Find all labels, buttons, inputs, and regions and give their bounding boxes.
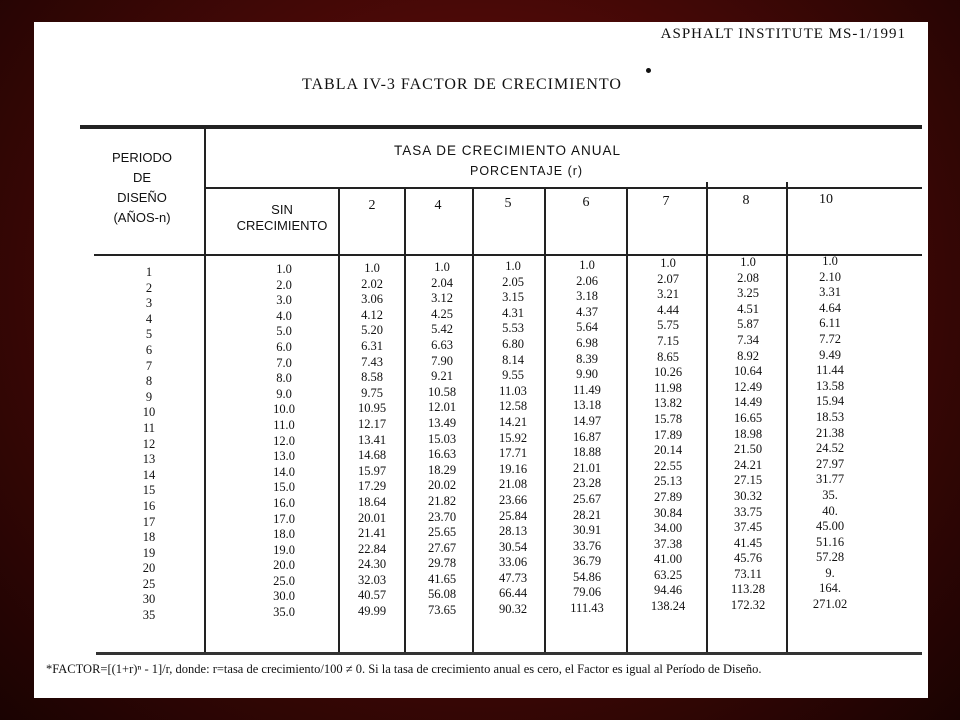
table-cell: 5.75 — [657, 318, 679, 333]
table-cell: 37.45 — [733, 520, 763, 535]
table-cell: 23.28 — [572, 476, 602, 491]
no-growth-header: SIN CRECIMIENTO — [236, 202, 328, 233]
table-cell: 18 — [142, 530, 156, 545]
table-cell: 4.0 — [276, 308, 292, 323]
source-header: ASPHALT INSTITUTE MS-1/1991 — [660, 26, 906, 42]
table-cell: 16.65 — [733, 410, 763, 425]
table-cell: 14.68 — [357, 448, 387, 463]
top-rule — [80, 125, 922, 129]
table-cell: 35. — [822, 487, 838, 502]
table-cell: 90.32 — [498, 602, 528, 617]
table-cell: 10.58 — [427, 384, 457, 399]
table-cell: 22.84 — [357, 541, 387, 556]
table-cell: 19.16 — [498, 461, 528, 476]
table-cell: 5.0 — [276, 324, 292, 339]
table-cell: 1.0 — [434, 260, 450, 274]
table-cell: 9.75 — [361, 385, 383, 400]
table-cell: 6.11 — [819, 316, 841, 331]
table-title: TABLA IV-3 FACTOR DE CRECIMIENTO — [302, 76, 622, 93]
table-cell: 2.08 — [737, 270, 759, 285]
table-cell: 10 — [142, 405, 156, 420]
table-cell: 9.0 — [276, 386, 292, 401]
table-cell: 7.43 — [361, 354, 383, 369]
table-cell: 79.06 — [572, 585, 602, 600]
table-cell: 17.71 — [498, 446, 528, 461]
table-cell: 18.98 — [733, 426, 763, 441]
rate-column-header: 7 — [662, 194, 670, 209]
table-cell: 41.00 — [653, 552, 683, 567]
table-cell: 2.04 — [431, 275, 453, 290]
rate-column-header: 5 — [504, 196, 512, 211]
table-cell: 30 — [142, 592, 156, 607]
table-cell: 3.12 — [431, 291, 453, 306]
table-cell: 18.64 — [357, 494, 387, 509]
table-cell: 49.99 — [357, 604, 387, 619]
table-cell: 3.0 — [276, 293, 292, 308]
table-cell: 8.39 — [576, 351, 598, 366]
table-cell: 13.49 — [427, 415, 457, 430]
table-cell: 13.18 — [572, 398, 602, 413]
table-cell: 1.0 — [505, 259, 521, 273]
table-cell: 12.01 — [427, 400, 457, 415]
table-cell: 9. — [825, 565, 835, 580]
table-cell: 5 — [145, 327, 153, 342]
table-cell: 6.98 — [576, 335, 598, 350]
table-cell: 33.75 — [733, 504, 763, 519]
table-cell: 14.21 — [498, 414, 528, 429]
table-cell: 164. — [819, 581, 841, 596]
table-cell: 271.02 — [812, 597, 848, 612]
table-cell: 3.15 — [502, 290, 524, 305]
table-cell: 25.0 — [273, 573, 295, 588]
table-cell: 8.65 — [657, 349, 679, 364]
table-cell: 10.0 — [273, 402, 295, 417]
table-cell: 18.0 — [273, 527, 295, 542]
grid-line — [706, 182, 708, 652]
table-cell: 9.55 — [502, 368, 524, 383]
table-cell: 14.49 — [733, 395, 763, 410]
table-cell: 45.76 — [733, 551, 763, 566]
rate-column-header: 4 — [434, 198, 442, 213]
table-cell: 25.67 — [572, 491, 602, 506]
table-cell: 11.49 — [573, 382, 601, 397]
table-cell: 9.90 — [576, 367, 598, 382]
table-cell: 21.82 — [427, 493, 457, 508]
table-cell: 34.00 — [653, 521, 683, 536]
table-cell: 25.84 — [498, 508, 528, 523]
table-cell: 172.32 — [730, 598, 766, 613]
table-cell: 4 — [145, 311, 153, 326]
table-cell: 24.30 — [357, 557, 387, 572]
table-cell: 51.16 — [815, 534, 845, 549]
table-cell: 20.02 — [427, 478, 457, 493]
table-cell: 3 — [145, 296, 153, 311]
table-cell: 18.88 — [572, 445, 602, 460]
table-cell: 14.97 — [572, 413, 602, 428]
table-cell: 9 — [145, 389, 153, 404]
table-cell: 54.86 — [572, 569, 602, 584]
table-cell: 6.80 — [502, 336, 524, 351]
table-cell: 20.0 — [273, 558, 295, 573]
table-cell: 14.0 — [273, 464, 295, 479]
table-cell: 40. — [822, 503, 838, 518]
rate-header: TASA DE CRECIMIENTO ANUAL — [394, 143, 622, 158]
table-cell: 30.91 — [572, 523, 602, 538]
table-cell: 7.34 — [737, 332, 759, 347]
table-cell: 3.31 — [819, 285, 841, 300]
table-cell: 2.02 — [361, 276, 383, 291]
table-cell: 2.06 — [576, 273, 598, 288]
rate-5-column — [482, 259, 544, 618]
rate-7-column — [634, 256, 702, 615]
table-cell: 4.12 — [361, 307, 383, 322]
rate-2-column — [344, 261, 400, 620]
table-cell: 8.58 — [361, 370, 383, 385]
table-cell: 111.43 — [570, 601, 604, 616]
table-cell: 21.41 — [357, 526, 387, 541]
table-cell: 63.25 — [653, 567, 683, 582]
table-cell: 2 — [145, 280, 153, 295]
table-cell: 36.79 — [572, 554, 602, 569]
table-cell: 20.14 — [653, 443, 683, 458]
table-cell: 2.07 — [657, 271, 679, 286]
table-cell: 15.0 — [273, 480, 295, 495]
table-cell: 8 — [145, 374, 153, 389]
table-cell: 18.29 — [427, 462, 457, 477]
table-cell: 12.58 — [498, 399, 528, 414]
table-cell: 11.03 — [499, 383, 527, 398]
table-cell: 22.55 — [653, 458, 683, 473]
rate-column-header: 6 — [582, 195, 590, 210]
table-cell: 5.20 — [361, 323, 383, 338]
table-cell: 33.76 — [572, 538, 602, 553]
grid-line — [626, 187, 628, 652]
table-cell: 8.92 — [737, 348, 759, 363]
table-cell: 12.0 — [273, 433, 295, 448]
table-cell: 30.32 — [733, 488, 763, 503]
table-cell: 3.18 — [576, 289, 598, 304]
no-growth-column — [256, 262, 312, 621]
table-cell: 12 — [142, 436, 156, 451]
table-cell: 6.31 — [361, 338, 383, 353]
table-cell: 11 — [142, 420, 156, 435]
table-cell: 7 — [145, 358, 153, 373]
table-cell: 11.44 — [816, 363, 844, 378]
table-cell: 15.92 — [498, 430, 528, 445]
rate-column-header: 8 — [742, 193, 750, 208]
table-cell: 1.0 — [660, 256, 676, 270]
rate-4-column — [412, 260, 472, 619]
table-cell: 8.14 — [502, 352, 524, 367]
table-cell: 30.0 — [273, 589, 295, 604]
table-cell: 7.0 — [276, 355, 292, 370]
table-cell: 25.65 — [427, 525, 457, 540]
table-cell: 2.0 — [276, 277, 292, 292]
table-cell: 23.66 — [498, 492, 528, 507]
table-cell: 29.78 — [427, 556, 457, 571]
table-cell: 20.01 — [357, 510, 387, 525]
table-cell: 5.87 — [737, 317, 759, 332]
table-cell: 10.64 — [733, 364, 763, 379]
table-cell: 15.03 — [427, 431, 457, 446]
table-cell: 19.0 — [273, 542, 295, 557]
table-cell: 1.0 — [579, 258, 595, 272]
table-cell: 1.0 — [276, 262, 292, 276]
table-cell: 56.08 — [427, 587, 457, 602]
table-cell: 16 — [142, 498, 156, 513]
table-cell: 9.49 — [819, 347, 841, 362]
table-cell: 15.94 — [815, 394, 845, 409]
table-cell: 27.97 — [815, 456, 845, 471]
table-cell: 17 — [142, 514, 156, 529]
table-cell: 12.17 — [357, 416, 387, 431]
table-cell: 3.25 — [737, 286, 759, 301]
table-cell: 17.89 — [653, 427, 683, 442]
rate-6-column — [554, 258, 620, 617]
table-cell: 1.0 — [364, 261, 380, 275]
table-cell: 8.0 — [276, 371, 292, 386]
table-cell: 73.65 — [427, 603, 457, 618]
table-cell: 94.46 — [653, 583, 683, 598]
table-cell: 47.73 — [498, 570, 528, 585]
table-cell: 13.41 — [357, 432, 387, 447]
table-cell: 4.31 — [502, 305, 524, 320]
table-cell: 12.49 — [733, 379, 763, 394]
table-cell: 25.13 — [653, 474, 683, 489]
table-cell: 4.51 — [737, 301, 759, 316]
table-cell: 5.53 — [502, 321, 524, 336]
table-cell: 6.0 — [276, 339, 292, 354]
table-cell: 27.67 — [427, 540, 457, 555]
table-cell: 21.01 — [572, 460, 602, 475]
table-cell: 3.21 — [657, 287, 679, 302]
table-cell: 4.64 — [819, 300, 841, 315]
table-cell: 10.26 — [653, 365, 683, 380]
table-cell: 5.64 — [576, 320, 598, 335]
table-cell: 13.82 — [653, 396, 683, 411]
table-cell: 7.72 — [819, 331, 841, 346]
table-cell: 17.0 — [273, 511, 295, 526]
grid-line — [204, 128, 206, 652]
table-cell: 6.63 — [431, 337, 453, 352]
table-cell: 6 — [145, 342, 153, 357]
table-cell: 24.52 — [815, 441, 845, 456]
period-header: PERIODO DE DISEÑO (AÑOS-n) — [112, 150, 172, 225]
table-cell: 113.28 — [731, 582, 765, 597]
table-cell: 30.84 — [653, 505, 683, 520]
table-cell: 20 — [142, 561, 156, 576]
table-cell: 14 — [142, 467, 156, 482]
table-cell: 10.95 — [357, 401, 387, 416]
table-cell: 21.08 — [498, 477, 528, 492]
table-cell: 9.21 — [431, 369, 453, 384]
table-cell: 40.57 — [357, 588, 387, 603]
speck — [646, 68, 651, 73]
table-cell: 15.97 — [357, 463, 387, 478]
grid-line — [472, 187, 474, 652]
grid-line — [404, 187, 406, 652]
table-cell: 24.21 — [733, 457, 763, 472]
table-cell: 35 — [142, 608, 156, 623]
table-cell: 32.03 — [357, 572, 387, 587]
rate-10-column — [796, 254, 864, 613]
table-cell: 18.53 — [815, 409, 845, 424]
table-cell: 16.87 — [572, 429, 602, 444]
table-cell: 66.44 — [498, 586, 528, 601]
table-cell: 11.0 — [273, 417, 295, 432]
table-cell: 138.24 — [650, 599, 686, 614]
rate-column-header: 10 — [819, 192, 833, 207]
table-cell: 41.65 — [427, 571, 457, 586]
table-cell: 28.13 — [498, 524, 528, 539]
table-cell: 13.0 — [273, 449, 295, 464]
scanned-table-page — [34, 22, 928, 698]
table-cell: 33.06 — [498, 555, 528, 570]
table-cell: 7.90 — [431, 353, 453, 368]
table-cell: 35.0 — [273, 605, 295, 620]
grid-line — [786, 182, 788, 652]
table-cell: 16.63 — [427, 447, 457, 462]
table-cell: 3.06 — [361, 292, 383, 307]
table-cell: 19 — [142, 545, 156, 560]
table-cell: 27.89 — [653, 489, 683, 504]
bottom-rule — [96, 652, 922, 655]
table-cell: 5.42 — [431, 322, 453, 337]
table-cell: 17.29 — [357, 479, 387, 494]
table-cell: 13 — [142, 452, 156, 467]
table-cell: 13.58 — [815, 378, 845, 393]
grid-line — [544, 187, 546, 652]
table-cell: 11.98 — [654, 380, 682, 395]
rate-subheader: PORCENTAJE (r) — [470, 164, 584, 178]
rate-column-header: 2 — [368, 198, 376, 213]
table-cell: 21.38 — [815, 425, 845, 440]
table-cell: 21.50 — [733, 442, 763, 457]
table-cell: 23.70 — [427, 509, 457, 524]
table-cell: 27.15 — [733, 473, 763, 488]
table-cell: 31.77 — [815, 472, 845, 487]
table-cell: 4.25 — [431, 306, 453, 321]
table-cell: 30.54 — [498, 539, 528, 554]
table-cell: 1 — [145, 265, 153, 279]
period-column — [126, 265, 172, 624]
table-cell: 2.05 — [502, 274, 524, 289]
table-cell: 28.21 — [572, 507, 602, 522]
grid-line — [204, 187, 922, 189]
table-cell: 7.15 — [657, 333, 679, 348]
grid-line — [338, 187, 340, 652]
rate-8-column — [714, 255, 782, 614]
footnote: *FACTOR=[(1+r)ⁿ - 1]/r, donde: r=tasa de crecimiento/100 ≠ 0. Si la tasa de crecimiento anual es cero, el Factor es igual al Período de Diseño. — [46, 662, 762, 676]
table-cell: 41.45 — [733, 535, 763, 550]
table-cell: 2.10 — [819, 269, 841, 284]
table-cell: 16.0 — [273, 495, 295, 510]
table-cell: 15.78 — [653, 411, 683, 426]
table-cell: 4.44 — [657, 302, 679, 317]
table-cell: 4.37 — [576, 304, 598, 319]
table-cell: 1.0 — [740, 255, 756, 269]
table-cell: 25 — [142, 576, 156, 591]
table-cell: 57.28 — [815, 550, 845, 565]
table-cell: 1.0 — [822, 254, 838, 268]
table-cell: 15 — [142, 483, 156, 498]
table-cell: 73.11 — [734, 566, 762, 581]
table-cell: 45.00 — [815, 519, 845, 534]
table-cell: 37.38 — [653, 536, 683, 551]
